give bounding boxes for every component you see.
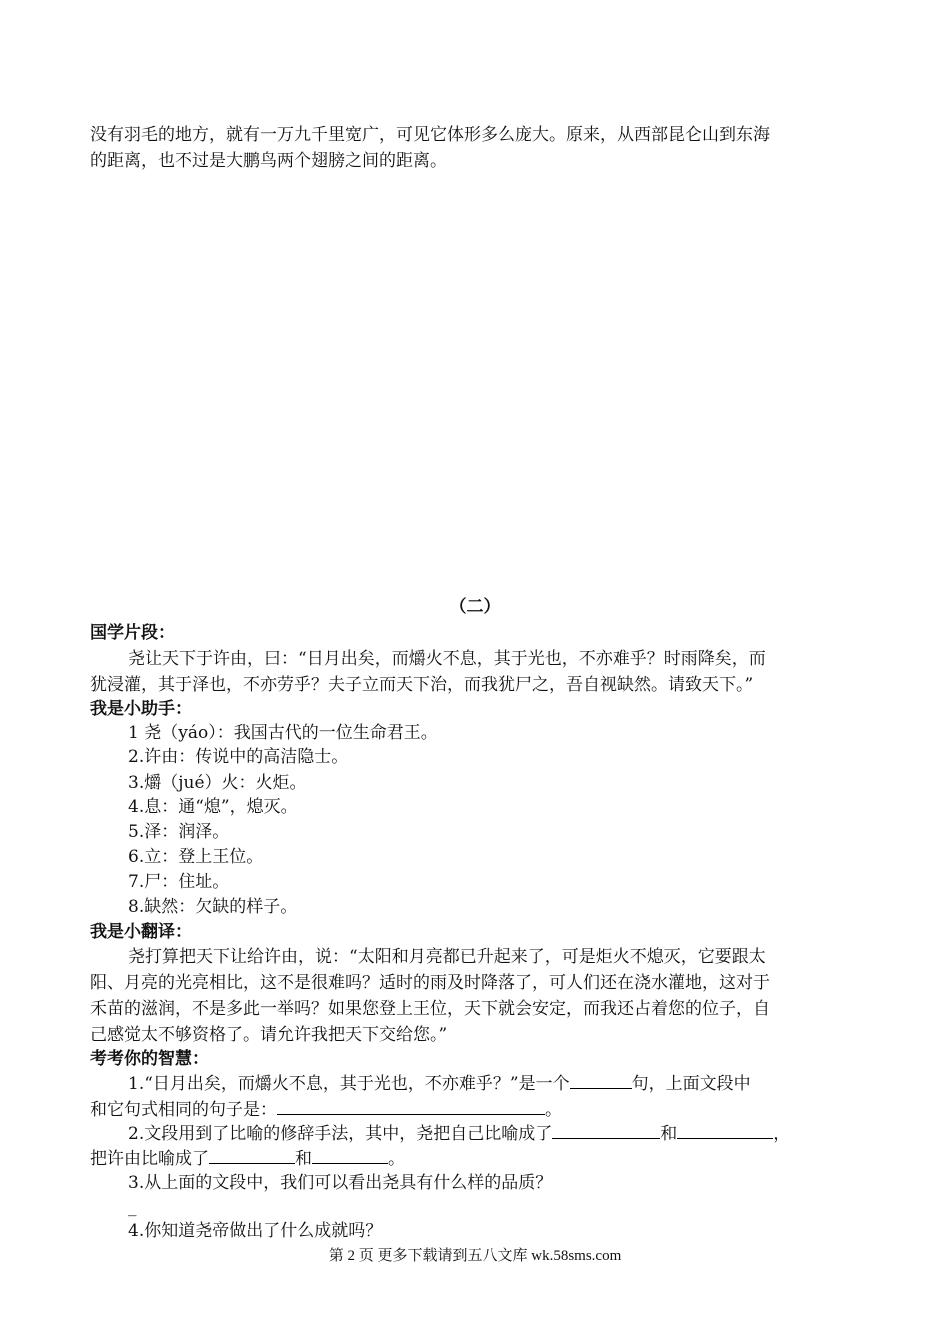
helper-note-7: 7.尸：住址。 [128, 872, 230, 892]
helper-note-4: 4.息：通“熄”，熄灭。 [128, 797, 298, 817]
quiz-q1-text-b: 句，上面文段中 [631, 1074, 751, 1094]
quiz-q2-text-b: 和 [660, 1124, 678, 1144]
quiz-q1-text-c: 和它句式相同的句子是： [90, 1100, 277, 1120]
quiz-q2-text-c: ， [773, 1124, 791, 1144]
translation-line-2: 阳、月亮的光亮相比，这不是很难吗？适时的雨及时降落了，可人们还在浇水灌地，这对于 [90, 973, 770, 993]
quiz-q2-text-a: 2.文段用到了比喻的修辞手法，其中，尧把自己比喻成了 [128, 1124, 553, 1144]
answer-blank-sentence-type[interactable] [570, 1070, 632, 1089]
guoxue-heading: 国学片段： [90, 623, 175, 643]
answer-blank-self-metaphor-2[interactable] [677, 1120, 773, 1139]
quiz-question-4: 4.你知道尧帝做出了什么成就吗？ [128, 1221, 383, 1241]
quiz-heading: 考考你的智慧： [90, 1049, 209, 1069]
quiz-q1-text-a: 1.“日月出矣，而爝火不息，其于光也，不亦难乎？”是一个 [128, 1074, 570, 1094]
quiz-question-3: 3.从上面的文段中，我们可以看出尧具有什么样的品质？ [128, 1173, 553, 1193]
helper-note-6: 6.立：登上王位。 [128, 847, 264, 867]
answer-blank-self-metaphor-1[interactable] [552, 1120, 660, 1139]
quiz-q2-text-f: 。 [388, 1149, 405, 1169]
quiz-q2-text-e: 和 [295, 1149, 312, 1169]
quiz-question-3-answer-line[interactable]: _ [128, 1197, 137, 1217]
section-title: （二） [449, 597, 501, 617]
translation-heading: 我是小翻译： [90, 922, 192, 942]
page-footer: 第 2 页 更多下载请到五八文库 wk.58sms.com [328, 1248, 622, 1264]
quiz-q2-text-d: 把许由比喻成了 [90, 1149, 209, 1169]
answer-blank-similar-sentence[interactable] [277, 1096, 545, 1115]
quiz-question-1-line-1 [128, 1070, 751, 1097]
helper-note-2: 2.许由：传说中的高洁隐士。 [128, 747, 349, 767]
helper-heading: 我是小助手： [90, 699, 192, 719]
quiz-question-2-line-1 [128, 1120, 790, 1147]
translation-line-1: 尧打算把天下让给许由，说：“太阳和月亮都已升起来了，可是炬火不熄灭，它要跟太 [128, 947, 766, 967]
helper-note-5: 5.泽：润泽。 [128, 822, 230, 842]
quiz-question-1-line-2 [90, 1096, 562, 1123]
quiz-q1-text-d: 。 [545, 1100, 562, 1120]
top-passage-line-2: 的距离，也不过是大鹏鸟两个翅膀之间的距离。 [90, 151, 447, 171]
top-passage-line-1: 没有羽毛的地方，就有一万九千里宽广，可见它体形多么庞大。原来，从西部昆仑山到东海 [90, 125, 770, 145]
answer-blank-xuyou-metaphor-2[interactable] [312, 1145, 388, 1164]
guoxue-line-2: 犹浸灌，其于泽也，不亦劳乎？夫子立而天下治，而我犹尸之，吾自视缺然。请致天下。” [90, 675, 754, 695]
translation-line-3: 禾苗的滋润，不是多此一举吗？如果您登上王位，天下就会安定，而我还占着您的位子，自 [90, 999, 770, 1019]
guoxue-line-1: 尧让天下于许由，曰：“日月出矣，而爝火不息，其于光也，不亦难乎？时雨降矣，而 [128, 649, 766, 669]
helper-note-1: 1 尧（yáo）：我国古代的一位生命君王。 [128, 723, 438, 743]
quiz-question-2-line-2 [90, 1145, 405, 1172]
answer-blank-xuyou-metaphor-1[interactable] [209, 1145, 295, 1164]
helper-note-8: 8.缺然：欠缺的样子。 [128, 897, 298, 917]
translation-line-4: 己感觉太不够资格了。请允许我把天下交给您。” [90, 1025, 448, 1045]
helper-note-3: 3.爝（jué）火：火炬。 [128, 773, 307, 793]
